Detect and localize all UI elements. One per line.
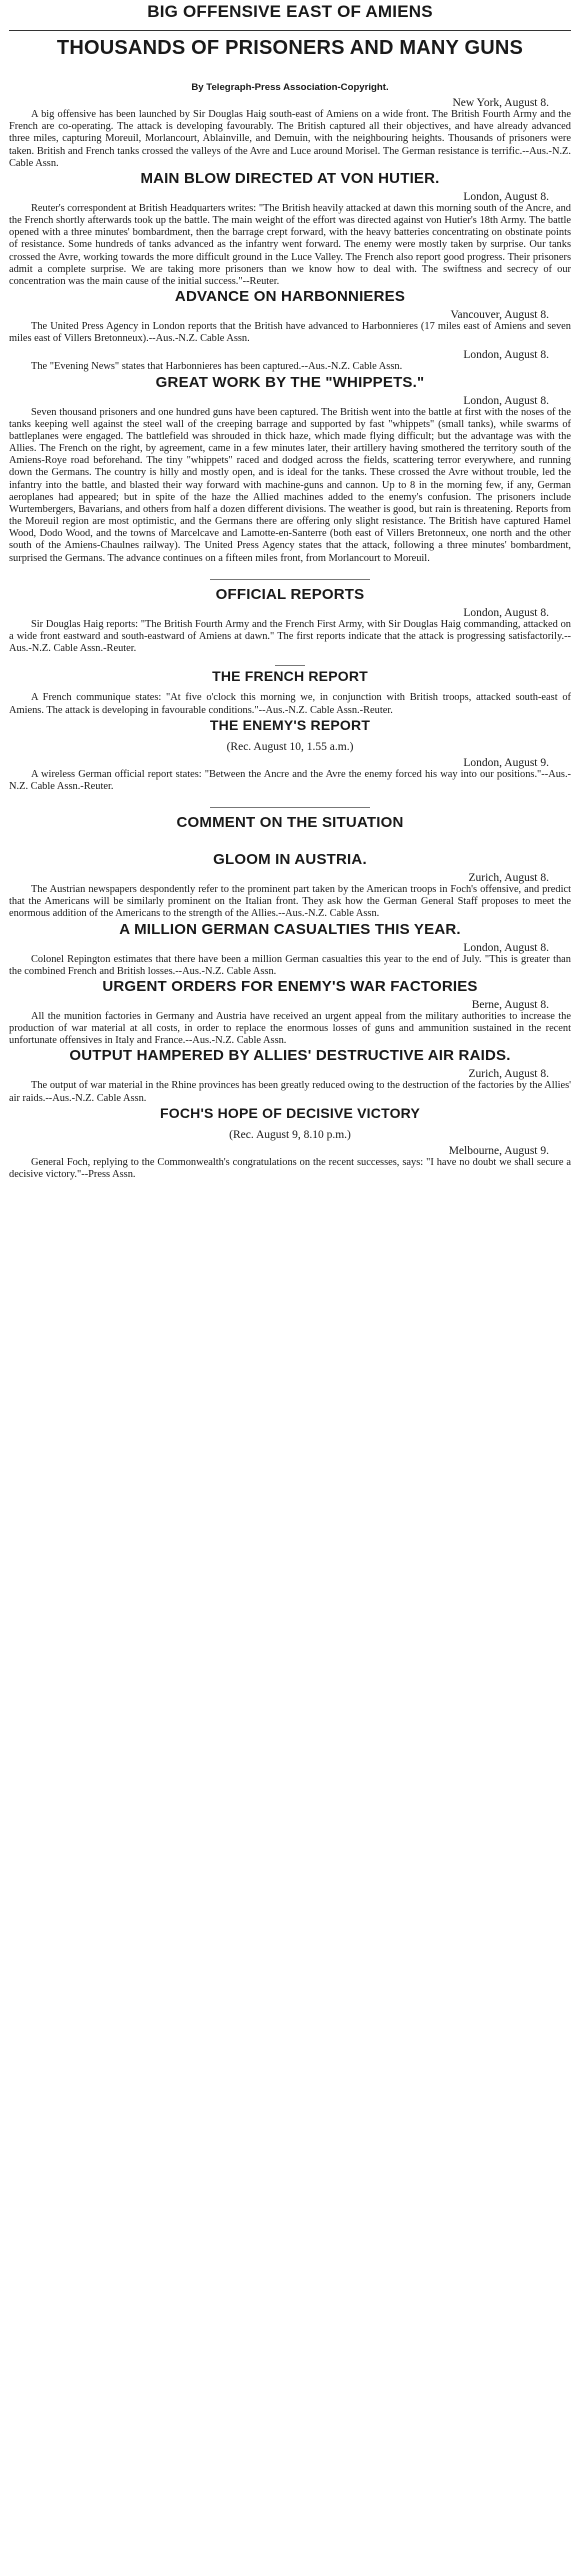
article-text: The United Press Agency in London reports that the British have advanced to Harbonnieres (17 miles east of Amiens and seven miles east of Villers Bretonneux).--Aus.-N.Z. Cable Assn.: [9, 321, 571, 345]
article-text: The output of war material in the Rhine provinces has been greatly reduced owing to the destruction of the factories by the Allies' air raids.--Aus.-N.Z. Cable Assn.: [9, 1080, 571, 1104]
dateline: Berne, August 8.: [471, 998, 549, 1011]
dateline: London, August 8.: [463, 349, 549, 362]
article-text: Seven thousand prisoners and one hundred guns have been captured. The British went into the battle at first with the noses of the tanks keeping well against the steel wall of the creeping barrage and supported by fast "whippets" (small tanks), while swarms of battleplanes were engaged. The battlefield was shrouded in thick haze, which made flying difficult; but the advantage was with the Allies. The French on the right, by agreement, came in a few minutes later, their artillery having smothered the territory south of the Amiens-Roye road beforehand. The tiny "whippets" raced and dodged across the fields, scattering terror everywhere, and running down the Germans. The country is hilly and mostly open, and is ideal for the tanks. These crossed the Avre without trouble, led the infantry into the battle, and blasted their way forward with machine-guns and cannon. Up to 8 in the morning few, if any, German aeroplanes had appeared; but in spite of the haze the Allied machines added to the enemy's confusion. The prisoners include Wurtembergers, Bavarians, and others from half a dozen different divisions. The weather is good, but rain is threatening. Reports from the Moreuil region are most optimistic, and the Germans there are offering only slight resistance. The British have captured Hamel Wood, Dodo Wood, and the towns of Marcelcave and Lamotte-en-Santerre (both east of Villers Bretonneux, one north and the other south of the Amiens-Chaulnes railway). The United Press Agency states that the attack, following a three minutes' bombardment, surprised the Germans. The advance continues on a fifteen miles front, from Morlancourt to Moreuil.: [9, 406, 571, 564]
article-text: A wireless German official report states: "Between the Ancre and the Avre the enemy forced his way into our positions."--Aus.-N.Z. Cable Assn.-Reuter.: [9, 768, 571, 792]
article-urgent-orders: [9, 978, 571, 1048]
article-text: All the munition factories in Germany and Austria have received an urgent appeal from the military authorities to increase the production of war material at all costs, in order to replace the enormous losses of guns and ammunition sustained in the recent unfortunate offensives in Italy and France.--Aus.-N.Z. Cable Assn.: [9, 1010, 571, 1047]
article-whippets: [9, 374, 571, 565]
section-heading: THE ENEMY'S REPORT: [209, 716, 371, 733]
article-text: Reuter's correspondent at British Headquarters writes: "The British heavily attacked at dawn this morning south of the Ancre, and the French shortly afterwards took up the battle. The main weight of the effort was directed against von Hutier's 18th Army. The battle opened with a three minutes' bombardment, then the barrage crept forward, with the heavy batteries concentrating on obstinate points of resistance. Some hundreds of tanks advanced as the infantry went forward. The enemy were mostly taken by surprise. Our tanks crossed the Avre, working towards the more difficult ground in the Luce Valley. The French also report good progress. Their prisoners admit a complete surprise. We are taking more prisoners than we know how to deal with. The swiftness and secrecy of our concentration was the main cause of the initial success."--Reuter.: [9, 202, 571, 287]
article-output-hampered: [9, 1047, 571, 1104]
byline: By Telegraph-Press Association-Copyright.: [191, 82, 389, 93]
article-main-blow: [9, 170, 571, 288]
section-heading: URGENT ORDERS FOR ENEMY'S WAR FACTORIES: [102, 977, 478, 995]
divider: [210, 579, 370, 580]
article-official-reports: [9, 586, 571, 656]
section-heading: A MILLION GERMAN CASUALTIES THIS YEAR.: [119, 920, 461, 938]
article-text: The "Evening News" states that Harbonnieres has been captured.--Aus.-N.Z. Cable Assn.: [31, 361, 403, 373]
section-heading: FOCH'S HOPE OF DECISIVE VICTORY: [159, 1104, 420, 1121]
section-heading: COMMENT ON THE SITUATION: [176, 814, 404, 832]
article-text: The Austrian newspapers despondently refer to the prominent part taken by the American troops in Foch's offensive, and predict that the Americans will be similarly prominent on the Italian front. They ask how the German General Staff proposes to meet the enormous addition of the Americans to the strength of the Allies.--Aus.-N.Z. Cable Assn.: [9, 884, 571, 920]
article-lead: [9, 97, 571, 170]
newspaper-page: [0, 0, 578, 1181]
article-text: Colonel Repington estimates that there have been a million German casualties this year to the end of July. "This is greater than the combined French and British losses.--Aus.-N.Z. Cable Assn.: [9, 953, 571, 977]
article-foch-hope: [9, 1105, 571, 1181]
dateline: London, August 8.: [463, 606, 549, 619]
article-enemy-report: [9, 717, 571, 793]
divider: [275, 665, 305, 666]
article-gloom-austria: [9, 851, 571, 921]
article-text: Sir Douglas Haig reports: "The British Fourth Army and the French First Army, with Sir Douglas Haig commanding, attacked on a wide front eastward and south-eastward of Amiens at dawn." The first reports indicate that the attack is progressing satisfactorily.--Aus.-N.Z. Cable Assn.-Reuter.: [9, 618, 571, 655]
dateline: London, August 8.: [463, 190, 549, 203]
received-note: (Rec. August 10, 1.55 a.m.): [226, 740, 354, 753]
dateline: Zurich, August 8.: [468, 872, 549, 885]
article-text: A big offensive has been launched by Sir Douglas Haig south-east of Amiens on a wide front. The British Fourth Army and the French are co-operating. The attack is developing favourably. The British captured all their objectives, and have already advanced three miles, capturing Moreuil, Morlancourt, Ablainville, and Demuin, with the neighbouring heights. Thousands of prisoners were taken. British and French tanks crossed the valleys of the Avre and Luce around Morisel. The German resistance is terrific.--Aus.-N.Z. Cable Assn.: [9, 109, 571, 169]
section-heading: GREAT WORK BY THE "WHIPPETS.": [155, 373, 425, 391]
section-heading: THE FRENCH REPORT: [212, 668, 368, 685]
dateline: Zurich, August 8.: [468, 1068, 549, 1081]
section-heading: OFFICIAL REPORTS: [215, 585, 365, 603]
article-german-casualties: [9, 921, 571, 978]
article-harbonnieres: [9, 288, 571, 374]
article-text: General Foch, replying to the Commonwealth's congratulations on the recent successes, says: "I have no doubt we shall secure a decisive victory."--Press Assn.: [9, 1156, 571, 1180]
article-text: A French communique states: "At five o'clock this morning we, in conjunction with British troops, attacked south-east of Amiens. The attack is developing in favourable conditions."--Aus.-N.Z. Cable Assn.-Reuter.: [9, 692, 571, 716]
dateline: London, August 8.: [463, 941, 549, 954]
dateline: New York, August 8.: [452, 97, 549, 109]
dateline: London, August 9.: [463, 756, 549, 769]
section-heading: MAIN BLOW DIRECTED AT VON HUTIER.: [140, 169, 440, 187]
section-heading: OUTPUT HAMPERED BY ALLIES' DESTRUCTIVE AIR RAIDS.: [69, 1047, 511, 1065]
top-headline: BIG OFFENSIVE EAST OF AMIENS: [147, 2, 433, 21]
section-heading: ADVANCE ON HARBONNIERES: [174, 288, 406, 306]
divider: [210, 807, 370, 808]
dateline: Melbourne, August 9.: [448, 1144, 549, 1157]
divider: [9, 30, 571, 31]
received-note: (Rec. August 9, 8.10 p.m.): [229, 1128, 351, 1141]
dateline: Vancouver, August 8.: [450, 309, 549, 322]
section-heading: GLOOM IN AUSTRIA.: [213, 851, 367, 869]
main-headline: THOUSANDS OF PRISONERS AND MANY GUNS: [56, 37, 524, 59]
article-french-report: [9, 668, 571, 716]
dateline: London, August 8.: [463, 394, 549, 407]
